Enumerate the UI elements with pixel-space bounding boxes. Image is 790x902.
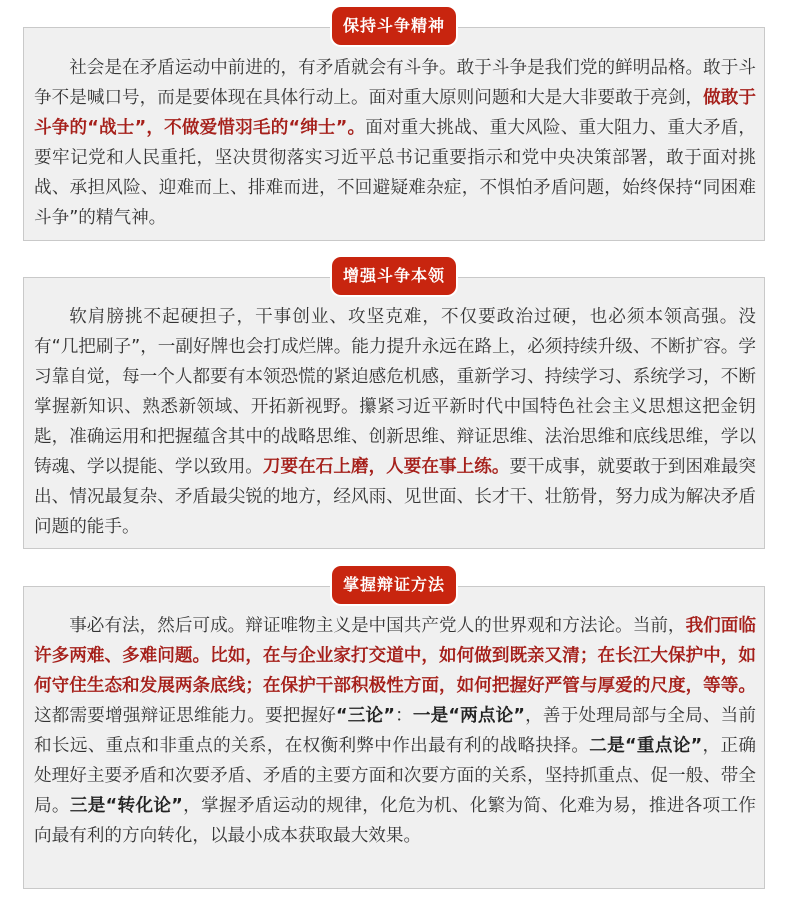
text-run: 社会是在矛盾运动中前进的，有矛盾就会有斗争。敢于斗争是我们党的鲜明品格。敢于斗争不是喊口号，而是要体现在具体行动上。面对重大原则问题和大是大非要敢于亮剑，: [34, 58, 756, 108]
bold-term: 三是“转化论”: [69, 796, 183, 816]
text-run: 要干成事，就要敢于到困难最突出、情况最复杂、矛盾最尖锐的地方，经风雨、见世面、长才干、壮筋骨，努力成为解决矛盾问题的能手。: [34, 457, 756, 537]
text-run: ：: [394, 706, 413, 726]
section-paragraph: [34, 611, 756, 851]
bold-term: 一是“两点论”: [412, 706, 525, 726]
text-run: ，善于处理局部与全局、当前和长远、重点和非重点的关系，在权衡利弊中作出最有利的战略抉择。: [34, 706, 756, 756]
section-title: 掌握辩证方法: [332, 566, 456, 604]
text-run: 面对重大挑战、重大风险、重大阻力、重大矛盾，要牢记党和人民重托，坚决贯彻落实习近平总书记重要指示和党中央决策部署，敢于面对挑战、承担风险、迎难而上、排难而进，不回避疑难杂症，不惧怕矛盾问题，始终保持“同困难斗争”的精气神。: [34, 118, 756, 228]
highlight-text: 我们面临许多两难、多难问题。比如，在与企业家打交道中，如何做到既亲又清；在长江大保护中，如何守住生态和发展两条底线；在保护干部积极性方面，如何把握好严管与厚爱的尺度，等等。: [34, 616, 756, 696]
section-box: [23, 266, 765, 549]
highlight-text: 刀要在石上磨，人要在事上练。: [262, 457, 510, 477]
section-box: [23, 575, 765, 889]
section-paragraph: [34, 53, 756, 233]
bold-term: 二是“重点论”: [589, 736, 703, 756]
highlight-text: 做敢于斗争的“战士”，不做爱惜羽毛的“绅士”。: [34, 88, 756, 138]
section-paragraph: [34, 302, 756, 542]
section-title: 保持斗争精神: [332, 7, 456, 45]
text-run: ，掌握矛盾运动的规律，化危为机、化繁为简、化难为易，推进各项工作向最有利的方向转化，以最小成本获取最大效果。: [34, 796, 756, 846]
bold-term: “三论”: [336, 706, 395, 726]
section-box: [23, 16, 765, 241]
text-run: ，正确处理好主要矛盾和次要矛盾、矛盾的主要方面和次要方面的关系，坚持抓重点、促一般、带全局。: [34, 736, 756, 816]
text-run: 软肩膀挑不起硬担子，干事创业、攻坚克难，不仅要政治过硬，也必须本领高强。没有“几把刷子”，一副好牌也会打成烂牌。能力提升永远在路上，必须持续升级、不断扩容。学习靠自觉，每一个人都要有本领恐慌的紧迫感危机感，重新学习、持续学习、系统学习，不断掌握新知识、熟悉新领域、开拓新视野。攥紧习近平新时代中国特色社会主义思想这把金钥匙，准确运用和把握蕴含其中的战略思维、创新思维、辩证思维、法治思维和底线思维，学以铸魂、学以提能、学以致用。: [34, 307, 756, 477]
text-run: 事必有法，然后可成。辩证唯物主义是中国共产党人的世界观和方法论。当前，: [69, 616, 686, 636]
text-run: 这都需要增强辩证思维能力。要把握好: [34, 706, 337, 726]
section-title: 增强斗争本领: [332, 257, 456, 295]
